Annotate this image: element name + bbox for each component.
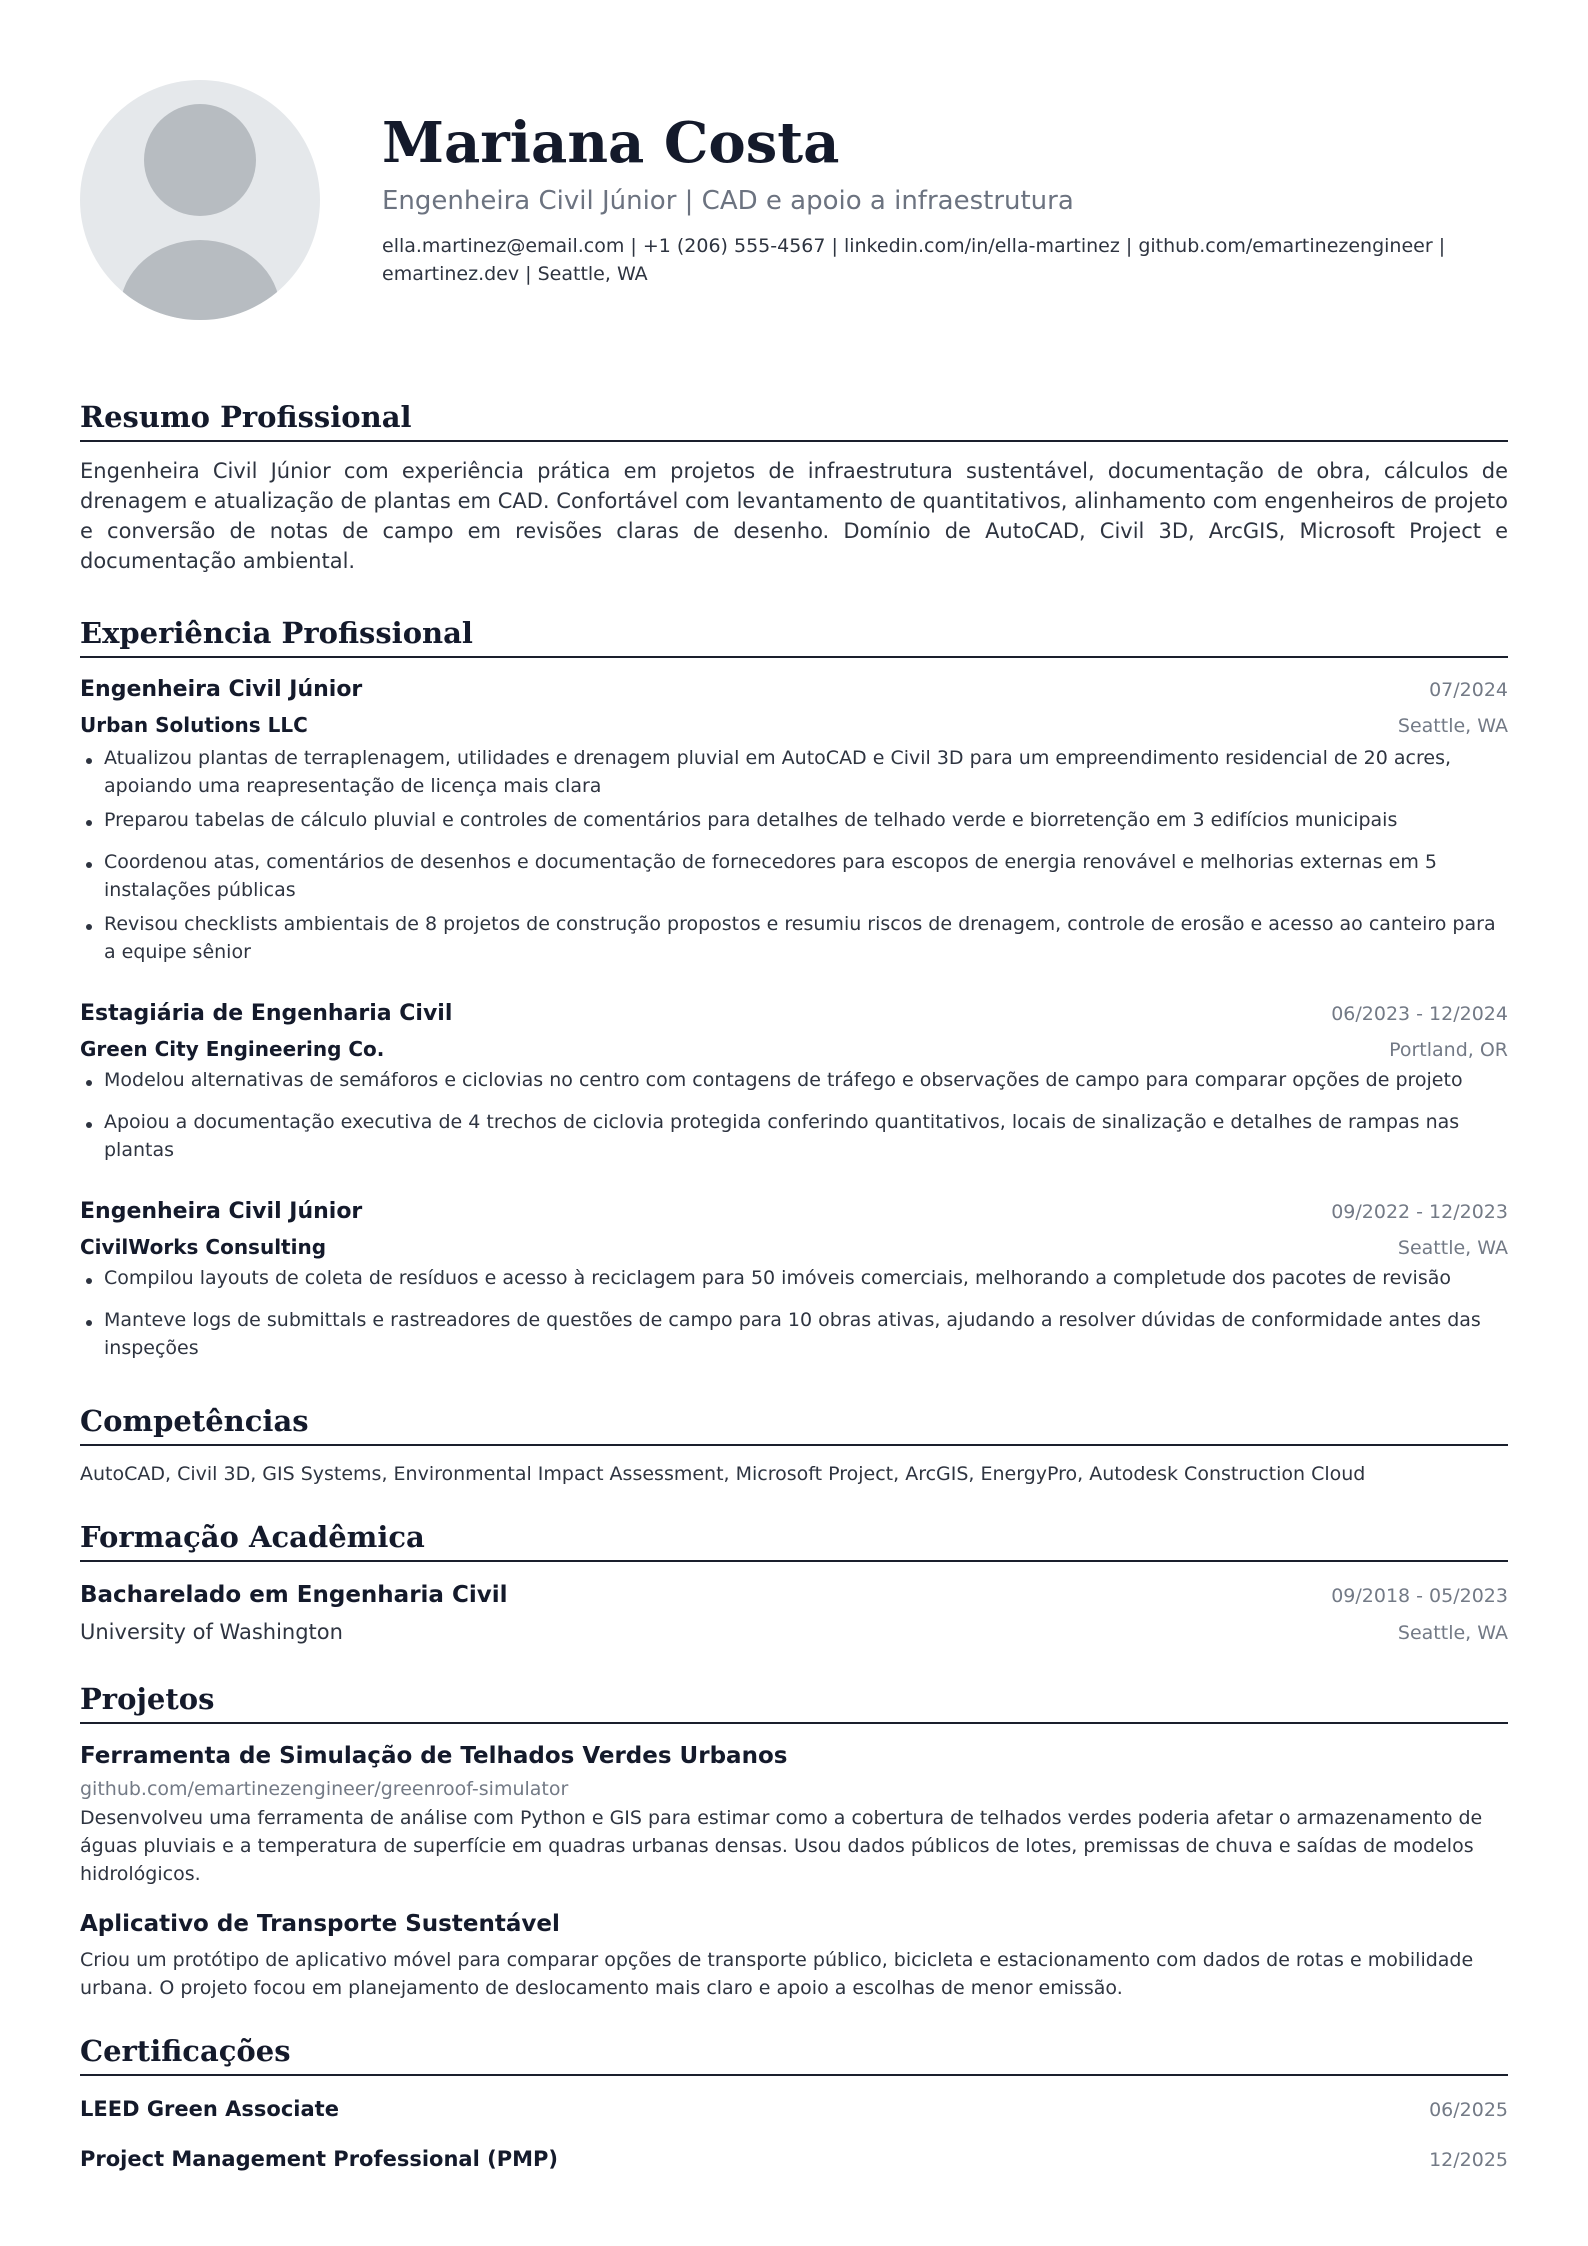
bullet-dot-icon <box>86 1320 92 1326</box>
education-section <box>80 1518 1508 1650</box>
section-title-certifications: Certificações <box>80 2032 1508 2076</box>
experience-entry <box>80 996 1508 1164</box>
skills-list: AutoCAD, Civil 3D, GIS Systems, Environmental Impact Assessment, Microsoft Project, ArcGIS, EnergyPro, Autodesk Construction Cloud <box>80 1463 1366 1485</box>
section-title-skills: Competências <box>80 1402 1508 1446</box>
education-date: 09/2018 - 05/2023 <box>1331 1585 1508 1607</box>
experience-entry <box>80 1194 1508 1362</box>
experience-section <box>80 614 1508 1362</box>
job-title: Estagiária de Engenharia Civil <box>80 1001 453 1026</box>
job-bullets <box>80 744 1508 966</box>
job-bullet: Atualizou plantas de terraplenagem, utilidades e drenagem pluvial em AutoCAD e Civil 3D para um empreendimento residencial de 20 acres, apoiando uma reapresentação de licença mais clara <box>80 744 1508 800</box>
job-company: Green City Engineering Co. <box>80 1037 385 1061</box>
projects-section <box>80 1680 1508 2002</box>
section-title-summary: Resumo Profissional <box>80 398 1508 442</box>
job-bullet: Coordenou atas, comentários de desenhos e documentação de fornecedores para escopos de energia renovável e melhorias externas em 5 instalações públicas <box>80 848 1508 904</box>
bullet-dot-icon <box>86 1122 92 1128</box>
job-bullet: Compilou layouts de coleta de resíduos e acesso à reciclagem para 50 imóveis comerciais, melhorando a completude dos pacotes de revisão <box>80 1264 1508 1292</box>
header-text <box>382 108 1508 288</box>
certification-item <box>80 2090 1508 2128</box>
bullet-dot-icon <box>86 924 92 930</box>
experience-entry <box>80 672 1508 966</box>
resume-header <box>80 0 1508 330</box>
certifications-section <box>80 2032 1508 2178</box>
job-location: Seattle, WA <box>1397 1237 1508 1259</box>
avatar-body-shape <box>120 240 280 320</box>
job-date: 06/2023 - 12/2024 <box>1331 1003 1508 1025</box>
job-bullet: Modelou alternativas de semáforos e ciclovias no centro com contagens de tráfego e observações de campo para comparar opções de projeto <box>80 1066 1508 1094</box>
education-school: University of Washington <box>80 1620 343 1644</box>
project-description: Criou um protótipo de aplicativo móvel para comparar opções de transporte público, bicicleta e estacionamento com dados de rotas e mobilidade urbana. O projeto focou em planejamento de deslocamento mais claro e apoio a escolhas de menor emissão. <box>80 1949 1474 1999</box>
job-company: CivilWorks Consulting <box>80 1235 327 1259</box>
education-location: Seattle, WA <box>1397 1622 1508 1644</box>
contact-info <box>382 232 1508 288</box>
summary-section <box>80 398 1508 576</box>
project-title: Ferramenta de Simulação de Telhados Verdes Urbanos <box>80 1743 788 1769</box>
certification-item <box>80 2140 1508 2178</box>
job-bullet: Apoiou a documentação executiva de 4 trechos de ciclovia protegida conferindo quantitativos, locais de sinalização e detalhes de rampas nas plantas <box>80 1108 1508 1164</box>
project-entry <box>80 1738 1508 1888</box>
avatar <box>80 80 320 320</box>
contact-line-2: emartinez.dev | Seattle, WA <box>382 263 648 285</box>
avatar-head-shape <box>144 104 256 216</box>
job-bullet: Preparou tabelas de cálculo pluvial e controles de comentários para detalhes de telhado verde e biorretenção em 3 edifícios municipais <box>80 806 1508 834</box>
job-bullets <box>80 1264 1508 1362</box>
bullet-dot-icon <box>86 1080 92 1086</box>
job-company: Urban Solutions LLC <box>80 713 308 737</box>
job-date: 09/2022 - 12/2023 <box>1331 1201 1508 1223</box>
certification-date: 12/2025 <box>1429 2149 1508 2171</box>
certification-name: LEED Green Associate <box>80 2097 339 2121</box>
job-title: Engenheira Civil Júnior <box>80 677 363 702</box>
bullet-dot-icon <box>86 820 92 826</box>
job-bullets <box>80 1066 1508 1164</box>
section-title-experience: Experiência Profissional <box>80 614 1508 658</box>
job-location: Portland, OR <box>1389 1039 1508 1061</box>
bullet-dot-icon <box>86 758 92 764</box>
education-degree: Bacharelado em Engenharia Civil <box>80 1582 508 1608</box>
summary-text: Engenheira Civil Júnior com experiência prática em projetos de infraestrutura sustentável, documentação de obra, cálculos de drenagem e atualização de plantas em CAD. Confortável com levantamento de quantitativos, alinhamento com engenheiros de projeto e conversão de notas de campo em revisões claras de desenho. Domínio de AutoCAD, Civil 3D, ArcGIS, Microsoft Project e documentação ambiental. <box>80 459 1508 573</box>
certification-name: Project Management Professional (PMP) <box>80 2147 558 2171</box>
project-title: Aplicativo de Transporte Sustentável <box>80 1911 560 1937</box>
project-entry <box>80 1906 1508 2002</box>
candidate-headline: Engenheira Civil Júnior | CAD e apoio a infraestrutura <box>382 186 1074 216</box>
project-link[interactable]: github.com/emartinezengineer/greenroof-simulator <box>80 1778 569 1800</box>
certification-date: 06/2025 <box>1429 2099 1508 2121</box>
bullet-dot-icon <box>86 862 92 868</box>
section-title-education: Formação Acadêmica <box>80 1518 1508 1562</box>
job-location: Seattle, WA <box>1397 715 1508 737</box>
bullet-dot-icon <box>86 1278 92 1284</box>
job-bullet: Revisou checklists ambientais de 8 projetos de construção propostos e resumiu riscos de drenagem, controle de erosão e acesso ao canteiro para a equipe sênior <box>80 910 1508 966</box>
job-date: 07/2024 <box>1429 679 1508 701</box>
job-title: Engenheira Civil Júnior <box>80 1199 363 1224</box>
project-description: Desenvolveu uma ferramenta de análise com Python e GIS para estimar como a cobertura de telhados verdes poderia afetar o armazenamento de águas pluviais e a temperatura de superfície em quadras urbanas densas. Usou dados públicos de lotes, premissas de chuva e saídas de modelos hidrológicos. <box>80 1807 1483 1885</box>
candidate-name: Mariana Costa <box>382 110 840 176</box>
job-bullet: Manteve logs de submittals e rastreadores de questões de campo para 10 obras ativas, ajudando a resolver dúvidas de conformidade antes das inspeções <box>80 1306 1508 1362</box>
skills-section <box>80 1402 1508 1488</box>
section-title-projects: Projetos <box>80 1680 1508 1724</box>
contact-line-1: ella.martinez@email.com | +1 (206) 555-4567 | linkedin.com/in/ella-martinez | github.com/emartinezengineer | <box>382 235 1446 257</box>
